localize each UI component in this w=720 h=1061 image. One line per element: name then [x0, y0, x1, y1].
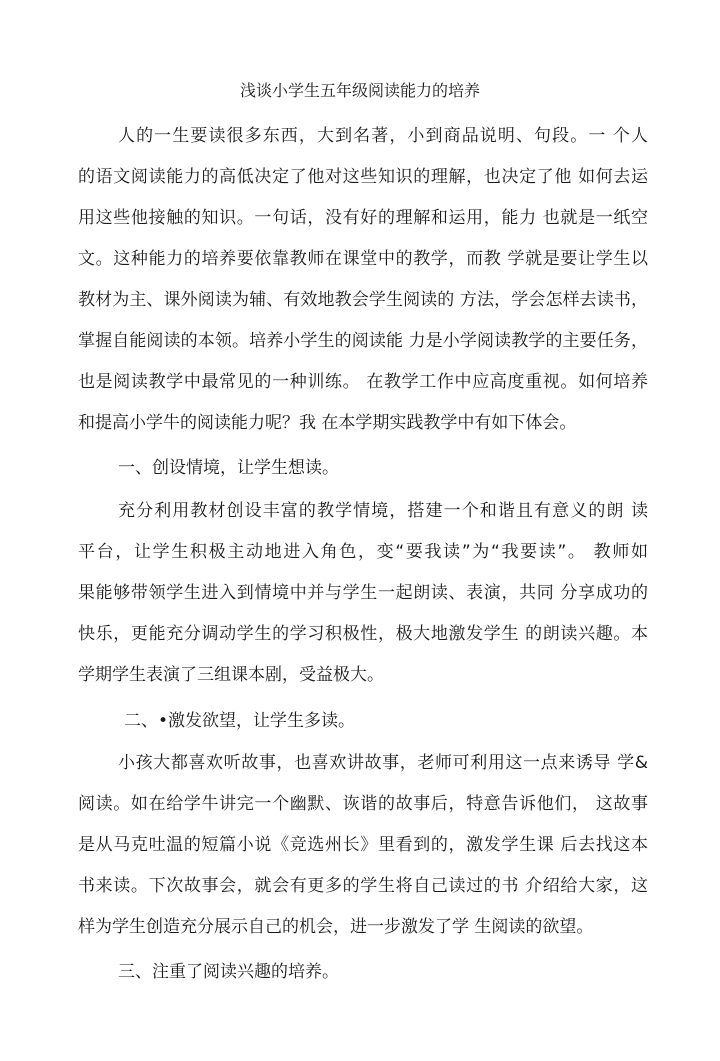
- paragraph-1-line-1: 人的一生要读很多东西，大到名著，小到商品说明、句段。一 个人: [118, 126, 648, 146]
- paragraph-2-line-1: 充分利用教材创设丰富的教学情境，搭建一个和谐且有意义的朗 读: [118, 501, 648, 521]
- paragraph-2-line-3: 果能够带领学生进入到情境中并与学生一起朗读、表演，共同 分享成功的: [78, 583, 648, 603]
- document-title: 浅谈小学生五年级阅读能力的培养: [239, 81, 480, 100]
- paragraph-1-line-4: 文。这种能力的培养要依靠教师在课堂中的教学，而教 学就是要让学生以: [78, 249, 648, 269]
- section-heading-3: 三、注重了阅读兴趣的培养。: [118, 962, 339, 982]
- section-heading-1: 一、创设情境，让学生想读。: [118, 458, 339, 478]
- paragraph-1-line-2: 的语文阅读能力的高低决定了他对这些知识的理解，也决定了他 如何去运: [78, 167, 648, 187]
- paragraph-3-line-3: 是从马克吐温的短篇小说《竞选州长》里看到的，激发学生课 后去找这本: [78, 835, 648, 855]
- paragraph-3-line-4: 书来读。下次故事会，就会有更多的学生将自己读过的书 介绍给大家，这: [78, 876, 648, 896]
- paragraph-2-line-5: 学期学生表演了三组课本剧，受益极大。: [78, 665, 384, 685]
- paragraph-3-line-1: 小孩大都喜欢听故事，也喜欢讲故事，老师可利用这一点来诱导 学&: [118, 753, 648, 773]
- paragraph-3-line-2: 阅读。如在给学牛讲完一个幽默、诙谐的故事后，特意告诉他们， 这故事: [78, 794, 648, 814]
- section-heading-2: 二、•激发欲望，让学生多读。: [124, 711, 356, 731]
- paragraph-1-line-7: 也是阅读教学中最常见的一种训练。 在教学工作中应高度重视。如何培养: [78, 372, 648, 392]
- paragraph-2-line-4: 快乐，更能充分调动学生的学习积极性，极大地激发学生 的朗读兴趣。本: [78, 624, 648, 644]
- paragraph-2-line-2: 平台，让学生积极主动地进入角色，变“要我读”为“我要读”。 教师如: [78, 542, 648, 562]
- paragraph-3-line-5: 样为学生创造充分展示自己的机会，进一步激发了学 生阅读的欲望。: [78, 917, 594, 937]
- paragraph-1-line-6: 掌握自能阅读的本领。培养小学生的阅读能 力是小学阅读教学的主要任务，: [78, 331, 648, 351]
- paragraph-1-line-3: 用这些他接触的知识。一句话，没有好的理解和运用，能力 也就是一纸空: [78, 208, 648, 228]
- paragraph-1-line-8: 和提高小学牛的阅读能力呢？我 在本学期实践教学中有如下体会。: [78, 413, 577, 433]
- paragraph-1-line-5: 教材为主、课外阅读为辅、有效地教会学生阅读的 方法，学会怎样去读书，: [78, 290, 648, 310]
